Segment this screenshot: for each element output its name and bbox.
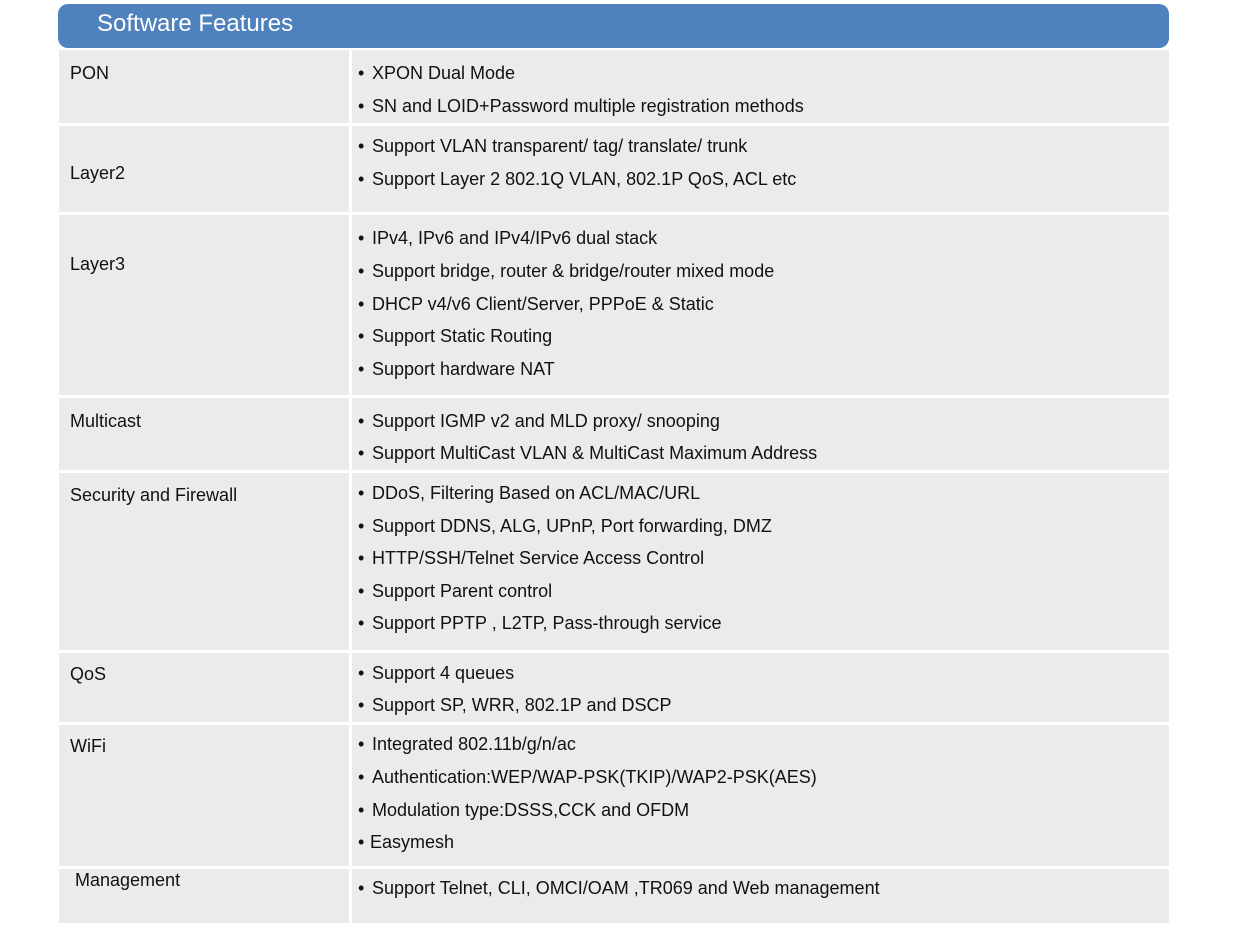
feature-item: • Integrated 802.11b/g/n/ac (358, 734, 576, 754)
category-label: QoS (70, 664, 107, 684)
feature-item: • XPON Dual Mode (358, 63, 516, 83)
feature-item: • HTTP/SSH/Telnet Service Access Control (358, 548, 705, 568)
feature-item: • IPv4, IPv6 and IPv4/IPv6 dual stack (358, 228, 658, 248)
category-cell (59, 473, 349, 650)
feature-item: • Authentication:WEP/WAP-PSK(TKIP)/WAP2-PSK(AES) (358, 767, 817, 787)
section-header (58, 4, 1169, 48)
features-cell (352, 50, 1169, 123)
category-cell (59, 50, 349, 123)
category-cell (59, 869, 349, 923)
category-label: Management (75, 870, 181, 890)
feature-item: • Support 4 queues (358, 663, 515, 683)
category-label: WiFi (70, 736, 106, 756)
category-label: Multicast (70, 411, 142, 431)
category-label: Layer2 (70, 163, 126, 183)
category-cell (59, 126, 349, 212)
features-cell (352, 126, 1169, 212)
features-cell (352, 473, 1169, 650)
feature-item: • Support Telnet, CLI, OMCI/OAM ,TR069 and Web management (358, 878, 880, 898)
feature-row-security-firewall (59, 473, 1169, 650)
feature-item: • SN and LOID+Password multiple registration methods (358, 96, 804, 116)
features-cell (352, 398, 1169, 470)
category-label: PON (70, 63, 110, 83)
feature-row-multicast (59, 398, 1169, 470)
feature-item: • Support DDNS, ALG, UPnP, Port forwarding, DMZ (358, 516, 772, 536)
category-cell (59, 398, 349, 470)
feature-item: • Support MultiCast VLAN & MultiCast Maximum Address (358, 443, 818, 463)
feature-item: • Support IGMP v2 and MLD proxy/ snooping (358, 411, 720, 431)
features-cell (352, 215, 1169, 395)
feature-item: • Easymesh (358, 832, 455, 852)
feature-row-pon (59, 50, 1169, 123)
feature-item: • Modulation type:DSSS,CCK and OFDM (358, 800, 690, 820)
feature-item: • DHCP v4/v6 Client/Server, PPPoE & Static (358, 294, 714, 314)
feature-item: • Support PPTP , L2TP, Pass-through service (358, 613, 722, 633)
feature-item: • Support hardware NAT (358, 359, 555, 379)
feature-item: • Support Static Routing (358, 326, 553, 346)
features-cell (352, 653, 1169, 722)
category-cell (59, 653, 349, 722)
feature-row-layer2 (59, 126, 1169, 212)
section-title: Software Features (97, 10, 294, 37)
category-cell (59, 215, 349, 395)
feature-row-management (59, 869, 1169, 923)
feature-item: • Support Layer 2 802.1Q VLAN, 802.1P QoS, ACL etc (358, 169, 797, 189)
category-label: Layer3 (70, 254, 126, 274)
features-cell (352, 725, 1169, 866)
category-label: Security and Firewall (70, 485, 238, 505)
feature-row-wifi (59, 725, 1169, 866)
feature-row-qos (59, 653, 1169, 722)
feature-item: • DDoS, Filtering Based on ACL/MAC/URL (358, 483, 701, 503)
feature-item: • Support Parent control (358, 581, 553, 601)
feature-item: • Support bridge, router & bridge/router mixed mode (358, 261, 775, 281)
feature-item: • Support SP, WRR, 802.1P and DSCP (358, 695, 672, 715)
category-cell (59, 725, 349, 866)
feature-row-layer3 (59, 215, 1169, 395)
features-cell (352, 869, 1169, 923)
feature-item: • Support VLAN transparent/ tag/ translate/ trunk (358, 136, 748, 156)
